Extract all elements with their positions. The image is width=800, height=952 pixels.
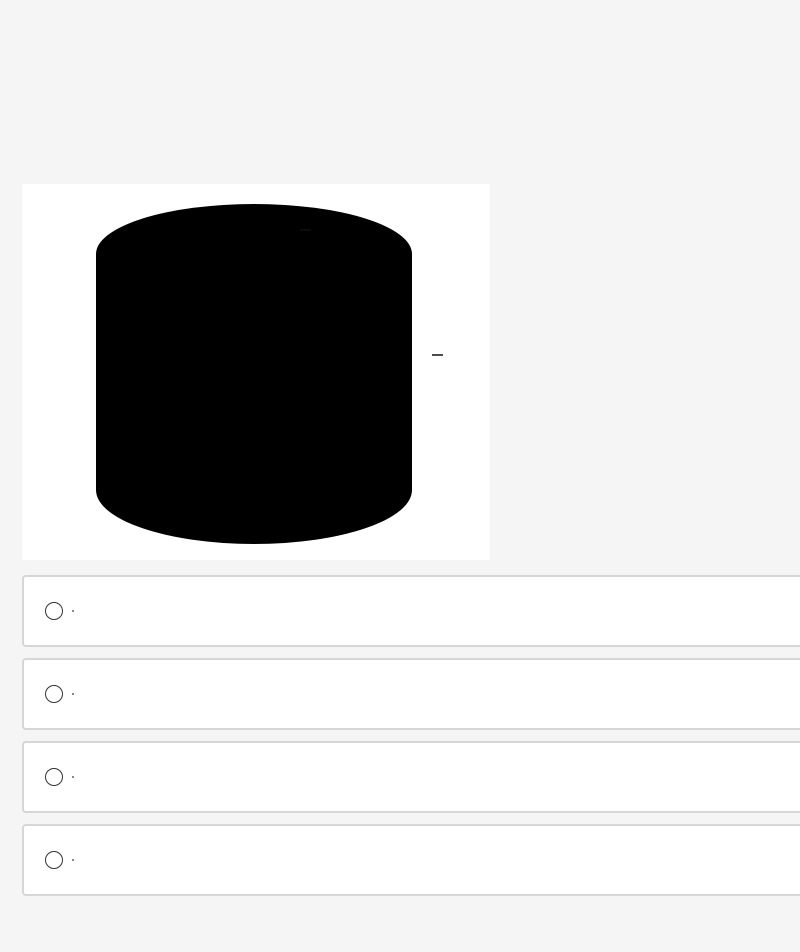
cylinder-diagram bbox=[22, 184, 490, 560]
radio-button[interactable] bbox=[45, 602, 63, 620]
answer-choice-2[interactable] bbox=[22, 658, 800, 730]
choice-expression bbox=[70, 859, 81, 862]
choice-fraction bbox=[72, 859, 74, 862]
choice-fraction bbox=[72, 776, 74, 779]
answer-choice-3[interactable] bbox=[22, 741, 800, 813]
choice-expression bbox=[70, 693, 81, 696]
radio-button[interactable] bbox=[45, 851, 63, 869]
choice-fraction bbox=[72, 610, 74, 613]
choice-fraction bbox=[72, 693, 74, 696]
choice-expression bbox=[70, 776, 81, 779]
choice-denominator bbox=[72, 778, 74, 779]
radio-button[interactable] bbox=[45, 685, 63, 703]
choice-denominator bbox=[72, 612, 74, 613]
choice-denominator bbox=[72, 861, 74, 862]
answer-choice-4[interactable] bbox=[22, 824, 800, 896]
answer-choice-1[interactable] bbox=[22, 575, 800, 647]
choice-denominator bbox=[72, 695, 74, 696]
cylinder-figure bbox=[22, 184, 490, 560]
choice-expression bbox=[70, 610, 81, 613]
radio-button[interactable] bbox=[45, 768, 63, 786]
